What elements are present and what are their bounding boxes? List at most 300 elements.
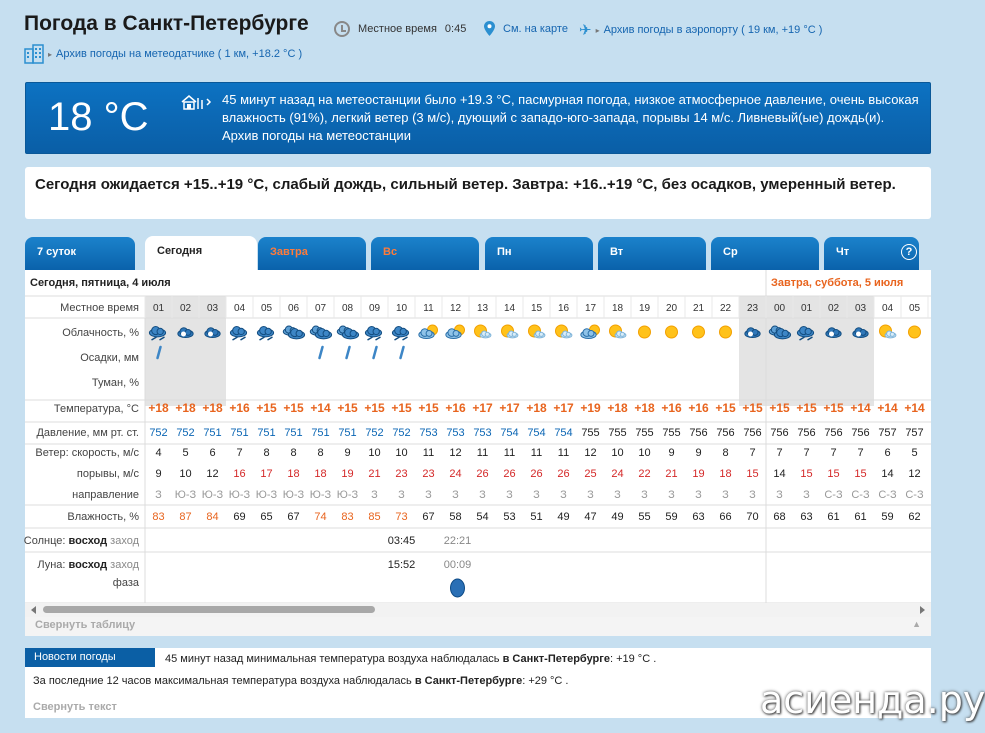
tab-4[interactable]: Пн [485,237,593,270]
temp-cell: +19 [580,401,601,415]
direction-cell: З [614,489,621,501]
hour-cell: 04 [881,303,894,314]
sun-cloud-icon [880,325,896,338]
pressure-cell: 756 [851,427,870,439]
humidity-cell: 83 [341,511,354,523]
tab-6[interactable]: Ср [711,237,819,270]
temp-cell: +16 [688,401,709,415]
direction-cell: С-З [824,489,843,501]
hour-cell: 12 [449,303,462,314]
direction-cell: З [776,489,783,501]
direction-cell: З [479,489,486,501]
pressure-cell: 751 [230,427,249,439]
direction-cell: З [560,489,567,501]
temp-cell: +14 [310,401,331,415]
moon-label-part: восход [68,559,108,571]
sun-label-part: заход [107,535,139,547]
sun-icon [720,326,732,338]
cloud-rain-icon [392,327,408,341]
rain-drop-icon [374,347,377,358]
tab-1[interactable]: Сегодня [145,236,257,270]
humidity-cell: 59 [881,511,894,523]
gust-cell: 26 [476,468,489,480]
humidity-cell: 83 [152,511,165,523]
wind-cell: 11 [530,447,543,459]
wind-cell: 12 [584,447,597,459]
sunset-time: 22:21 [443,535,472,547]
label-direction: направление [72,489,139,501]
direction-cell: З [749,489,756,501]
help-icon[interactable]: ? [901,244,917,260]
tab-2[interactable]: Завтра [258,237,366,270]
cloud-rain-icon [365,327,381,341]
sun-cloud-icon [475,325,491,338]
pressure-cell: 755 [608,427,627,439]
gust-cell: 18 [287,468,300,480]
hour-cell: 03 [854,303,867,314]
pressure-cell: 755 [662,427,681,439]
gust-cell: 21 [368,468,381,480]
humidity-cell: 85 [368,511,381,523]
sun-icon [693,326,705,338]
gust-cell: 23 [422,468,435,480]
gust-cell: 26 [503,468,516,480]
gust-cell: 21 [665,468,678,480]
pressure-cell: 751 [338,427,357,439]
humidity-cell: 55 [638,511,651,523]
wind-cell: 11 [557,447,570,459]
news-line-2-value: : +29 °C . [522,675,569,687]
tomorrow-label: Завтра, суббота, 5 июля [771,277,904,289]
wind-cell: 10 [611,447,624,459]
gust-cell: 26 [530,468,543,480]
direction-cell: Ю-З [228,489,251,501]
humidity-cell: 84 [206,511,219,523]
cloud-sun-icon [581,325,600,339]
pressure-cell: 751 [284,427,303,439]
gust-cell: 14 [773,468,786,480]
station-archive-link[interactable] [24,44,302,64]
temp-cell: +15 [823,401,844,415]
direction-cell: С-З [905,489,924,501]
wind-cell: 6 [209,447,216,459]
wind-cell: 10 [368,447,381,459]
temp-cell: +15 [337,401,358,415]
airplane-icon: ✈ [579,22,592,39]
direction-cell: С-З [878,489,897,501]
humidity-cell: 53 [503,511,516,523]
pressure-cell: 756 [743,427,762,439]
hour-cell: 14 [503,303,516,314]
humidity-cell: 63 [692,511,705,523]
hour-cell: 10 [395,303,408,314]
news-line-1-value: : +19 °C . [609,653,657,665]
temp-cell: +14 [850,401,871,415]
wind-cell: 6 [884,447,891,459]
gust-cell: 16 [233,468,246,480]
hour-cell: 18 [611,303,624,314]
hour-cell: 03 [206,303,219,314]
gust-cell: 15 [746,468,759,480]
direction-cell: З [695,489,702,501]
direction-cell: С-З [851,489,870,501]
pressure-cell: 756 [689,427,708,439]
direction-cell: З [533,489,540,501]
tab-7[interactable]: Чт [824,237,919,270]
humidity-cell: 87 [179,511,192,523]
weather-station-icon [180,94,212,110]
cloud-heavy-icon [337,326,358,339]
wind-cell: 10 [395,447,408,459]
direction-cell: З [803,489,810,501]
forecast-summary: Сегодня ожидается +15..+19 °C, слабый дождь, сильный ветер. Завтра: +16..+19 °C, без осадков, умеренный ветер. [25,167,931,219]
label-humidity: Влажность, % [67,511,139,523]
label-temp: Температура, °C [53,403,139,415]
sun-icon [909,326,921,338]
temp-cell: +15 [715,401,736,415]
temp-cell: +17 [499,401,520,415]
tab-5[interactable]: Вт [598,237,706,270]
collapse-arrow-icon[interactable]: ▲ [912,619,921,629]
pressure-cell: 756 [797,427,816,439]
label-time: Местное время [60,302,139,314]
wind-cell: 5 [182,447,189,459]
temp-cell: +18 [526,401,547,415]
wind-cell: 9 [668,447,675,459]
news-badge: Новости погоды [25,648,155,667]
wind-cell: 8 [317,447,324,459]
local-time-value: 0:45 [444,23,467,35]
wind-cell: 11 [422,447,435,459]
label-precip: Осадки, мм [80,352,139,364]
temp-cell: +15 [769,401,790,415]
hour-cell: 01 [152,303,165,314]
news-line-1 [165,653,656,665]
direction-cell: Ю-З [336,489,359,501]
direction-cell: З [425,489,432,501]
cloud-sun-icon [446,325,465,339]
hour-cell: 05 [260,303,273,314]
gust-cell: 24 [611,468,624,480]
hour-cell: 04 [233,303,246,314]
moon-phase-icon [451,579,465,597]
humidity-cell: 61 [827,511,840,523]
gust-cell: 19 [692,468,705,480]
gust-cell: 14 [881,468,894,480]
temp-cell: +15 [364,401,385,415]
building-icon [24,44,44,64]
label-clouds: Облачность, % [62,327,139,339]
pressure-cell: 756 [770,427,789,439]
moonrise-time: 15:52 [387,559,416,571]
gust-cell: 15 [800,468,813,480]
pressure-cell: 751 [257,427,276,439]
humidity-cell: 65 [260,511,273,523]
direction-cell: Ю-З [309,489,332,501]
sun-label-part: восход [68,535,108,547]
gust-cell: 17 [260,468,273,480]
cloud-sun-icon [419,325,438,339]
gust-cell: 26 [557,468,570,480]
gust-cell: 25 [584,468,597,480]
temp-cell: +17 [472,401,493,415]
humidity-cell: 68 [773,511,786,523]
sun-cloud-icon [610,325,626,338]
wind-cell: 7 [749,447,756,459]
rain-drop-icon [347,347,350,358]
pressure-cell: 752 [149,427,168,439]
pressure-cell: 753 [473,427,492,439]
temp-cell: +14 [904,401,925,415]
sun-cloud-icon [502,325,518,338]
hour-cell: 02 [827,303,840,314]
cloud-heavy-icon [310,326,331,339]
news-line-2-city[interactable]: в Санкт-Петербурге [414,675,523,687]
direction-cell: З [452,489,459,501]
label-moon-phase: фаза [112,577,139,589]
gust-cell: 18 [314,468,327,480]
humidity-cell: 70 [746,511,759,523]
wind-cell: 8 [722,447,729,459]
hour-cell: 01 [800,303,813,314]
wind-cell: 5 [911,447,918,459]
direction-cell: З [398,489,405,501]
humidity-cell: 69 [233,511,246,523]
wind-cell: 8 [263,447,270,459]
current-temperature: 18 °C [48,95,149,139]
temp-cell: +15 [283,401,304,415]
hour-cell: 20 [665,303,678,314]
direction-cell: З [371,489,378,501]
wind-cell: 12 [449,447,462,459]
label-sun [24,535,140,547]
wind-cell: 8 [290,447,297,459]
humidity-cell: 67 [287,511,300,523]
humidity-cell: 49 [611,511,624,523]
cloud-rain-icon [257,327,273,341]
station-archive-label: Архив погоды на метеодатчике ( 1 км, +18.2 °C ) [56,48,303,60]
gust-cell: 9 [155,468,162,480]
gust-cell: 22 [638,468,651,480]
page-header [24,10,944,40]
sun-cloud-icon [529,325,545,338]
gust-cell: 12 [908,468,921,480]
pressure-cell: 753 [419,427,438,439]
label-gusts: порывы, м/с [76,468,139,480]
gust-cell: 24 [449,468,462,480]
temp-cell: +16 [661,401,682,415]
clock-icon [334,21,350,37]
watermark: асиенда.ру [760,678,985,722]
news-line-2-text: За последние 12 часов максимальная температура воздуха наблюдалась [33,675,415,687]
pressure-cell: 752 [392,427,411,439]
hour-cell: 11 [423,303,434,314]
sun-icon [639,326,651,338]
collapse-table-button[interactable]: Свернуть таблицу [35,619,136,631]
pressure-cell: 752 [365,427,384,439]
sun-icon [666,326,678,338]
forecast-grid [25,270,931,636]
temp-cell: +15 [391,401,412,415]
humidity-cell: 63 [800,511,813,523]
pressure-cell: 753 [446,427,465,439]
tab-0[interactable]: 7 суток [25,237,135,270]
gust-cell: 15 [854,468,867,480]
today-label: Сегодня, пятница, 4 июля [30,277,171,289]
temp-cell: +16 [229,401,250,415]
arrow-right-icon: ▸ [595,25,600,35]
sun-label-part: Солнце: [23,535,69,547]
pressure-cell: 752 [176,427,195,439]
wind-cell: 4 [155,447,162,459]
tab-3[interactable]: Вс [371,237,479,270]
label-moon [37,559,139,571]
temp-cell: +18 [607,401,628,415]
scrollbar-thumb [43,606,375,613]
wind-cell: 9 [344,447,351,459]
map-link-label: См. на карте [503,22,568,35]
direction-cell: Ю-З [255,489,278,501]
wind-cell: 11 [503,447,516,459]
temp-cell: +14 [877,401,898,415]
news-line-2 [33,675,569,687]
cloud-rain-icon [230,327,246,341]
direction-cell: Ю-З [201,489,224,501]
hour-cell: 09 [368,303,381,314]
humidity-cell: 67 [422,511,435,523]
temp-cell: +15 [742,401,763,415]
direction-cell: З [155,489,162,501]
pressure-cell: 754 [527,427,546,439]
humidity-cell: 51 [530,511,543,523]
hour-cell: 16 [557,303,570,314]
temp-cell: +15 [418,401,439,415]
wind-cell: 10 [638,447,651,459]
hour-cell: 08 [341,303,354,314]
hour-cell: 06 [287,303,300,314]
sunrise-time: 03:45 [387,535,416,547]
pressure-cell: 751 [311,427,330,439]
temp-cell: +18 [175,401,196,415]
pressure-cell: 751 [203,427,222,439]
temp-cell: +15 [796,401,817,415]
humidity-cell: 74 [314,511,327,523]
current-description: 45 минут назад на метеостанции было +19.3 °C, пасмурная погода, низкое атмосферное давление, очень высокая влажность (91%), легкий ветер (3 м/с), дующий с западо-юго-запада, порывы 14 м/с. Ливневый(ые) дождь(и). Архив погоды на метеостанции [222,92,919,143]
news-line-1-city[interactable]: в Санкт-Петербурге [502,653,610,665]
wind-cell: 9 [695,447,702,459]
temp-cell: +18 [148,401,169,415]
gust-cell: 12 [206,468,219,480]
day-tabs [25,236,931,270]
humidity-cell: 61 [854,511,867,523]
label-wind: Ветер: скорость, м/с [35,447,139,459]
temp-cell: +15 [256,401,277,415]
local-time [334,21,466,37]
direction-cell: З [587,489,594,501]
humidity-cell: 58 [449,511,462,523]
direction-cell: Ю-З [174,489,197,501]
pressure-cell: 755 [581,427,600,439]
hour-cell: 23 [746,303,759,314]
humidity-cell: 59 [665,511,678,523]
airport-archive-label: Архив погоды в аэропорту ( 19 км, +19 °C ) [603,24,823,36]
direction-cell: З [506,489,513,501]
airport-archive-link[interactable] [579,21,822,39]
hour-cell: 15 [530,303,543,314]
rain-drop-icon [320,347,323,358]
pressure-cell: 754 [554,427,573,439]
sun-cloud-icon [556,325,572,338]
moon-label-part: заход [107,559,139,571]
collapse-bar-bg [25,617,931,636]
local-time-label: Местное время [358,23,437,35]
temp-cell: +17 [553,401,574,415]
hour-cell: 17 [584,303,597,314]
gust-cell: 10 [179,468,192,480]
hour-cell: 07 [314,303,327,314]
hour-cell: 13 [476,303,489,314]
direction-cell: Ю-З [282,489,305,501]
hour-cell: 22 [719,303,732,314]
humidity-cell: 47 [584,511,597,523]
direction-cell: З [722,489,729,501]
current-weather-panel [25,82,931,154]
hour-cell: 19 [638,303,651,314]
wind-cell: 11 [476,447,489,459]
pressure-cell: 757 [878,427,897,439]
moon-label-part: Луна: [37,559,69,571]
wind-cell: 7 [857,447,864,459]
temp-cell: +18 [202,401,223,415]
cloud-heavy-icon [283,326,304,339]
hour-cell: 05 [908,303,921,314]
pressure-cell: 756 [824,427,843,439]
humidity-cell: 73 [395,511,408,523]
gust-cell: 19 [341,468,354,480]
wind-cell: 7 [776,447,783,459]
map-link[interactable] [484,21,568,36]
moonset-time: 00:09 [443,559,472,571]
temp-cell: +18 [634,401,655,415]
pressure-cell: 756 [716,427,735,439]
news-line-1-text: 45 минут назад минимальная температура воздуха наблюдалась [165,653,503,665]
wind-cell: 7 [236,447,243,459]
label-fog: Туман, % [91,377,139,389]
humidity-cell: 49 [557,511,570,523]
wind-cell: 7 [803,447,810,459]
hour-cell: 00 [773,303,786,314]
map-pin-icon [484,21,495,36]
wind-cell: 7 [830,447,837,459]
arrow-right-icon: ▸ [48,49,53,59]
label-pressure: Давление, мм рт. ст. [36,427,139,439]
page-title: Погода в Санкт-Петербурге [24,12,309,35]
direction-cell: З [641,489,648,501]
gust-cell: 18 [719,468,732,480]
collapse-text-button[interactable]: Свернуть текст [33,701,117,713]
hour-cell: 02 [179,303,192,314]
forecast-table [25,270,931,636]
pressure-cell: 755 [635,427,654,439]
humidity-cell: 62 [908,511,921,523]
humidity-cell: 66 [719,511,732,523]
gust-cell: 23 [395,468,408,480]
temp-cell: +16 [445,401,466,415]
pressure-cell: 754 [500,427,519,439]
rain-drop-icon [401,347,404,358]
direction-cell: З [668,489,675,501]
gust-cell: 15 [827,468,840,480]
